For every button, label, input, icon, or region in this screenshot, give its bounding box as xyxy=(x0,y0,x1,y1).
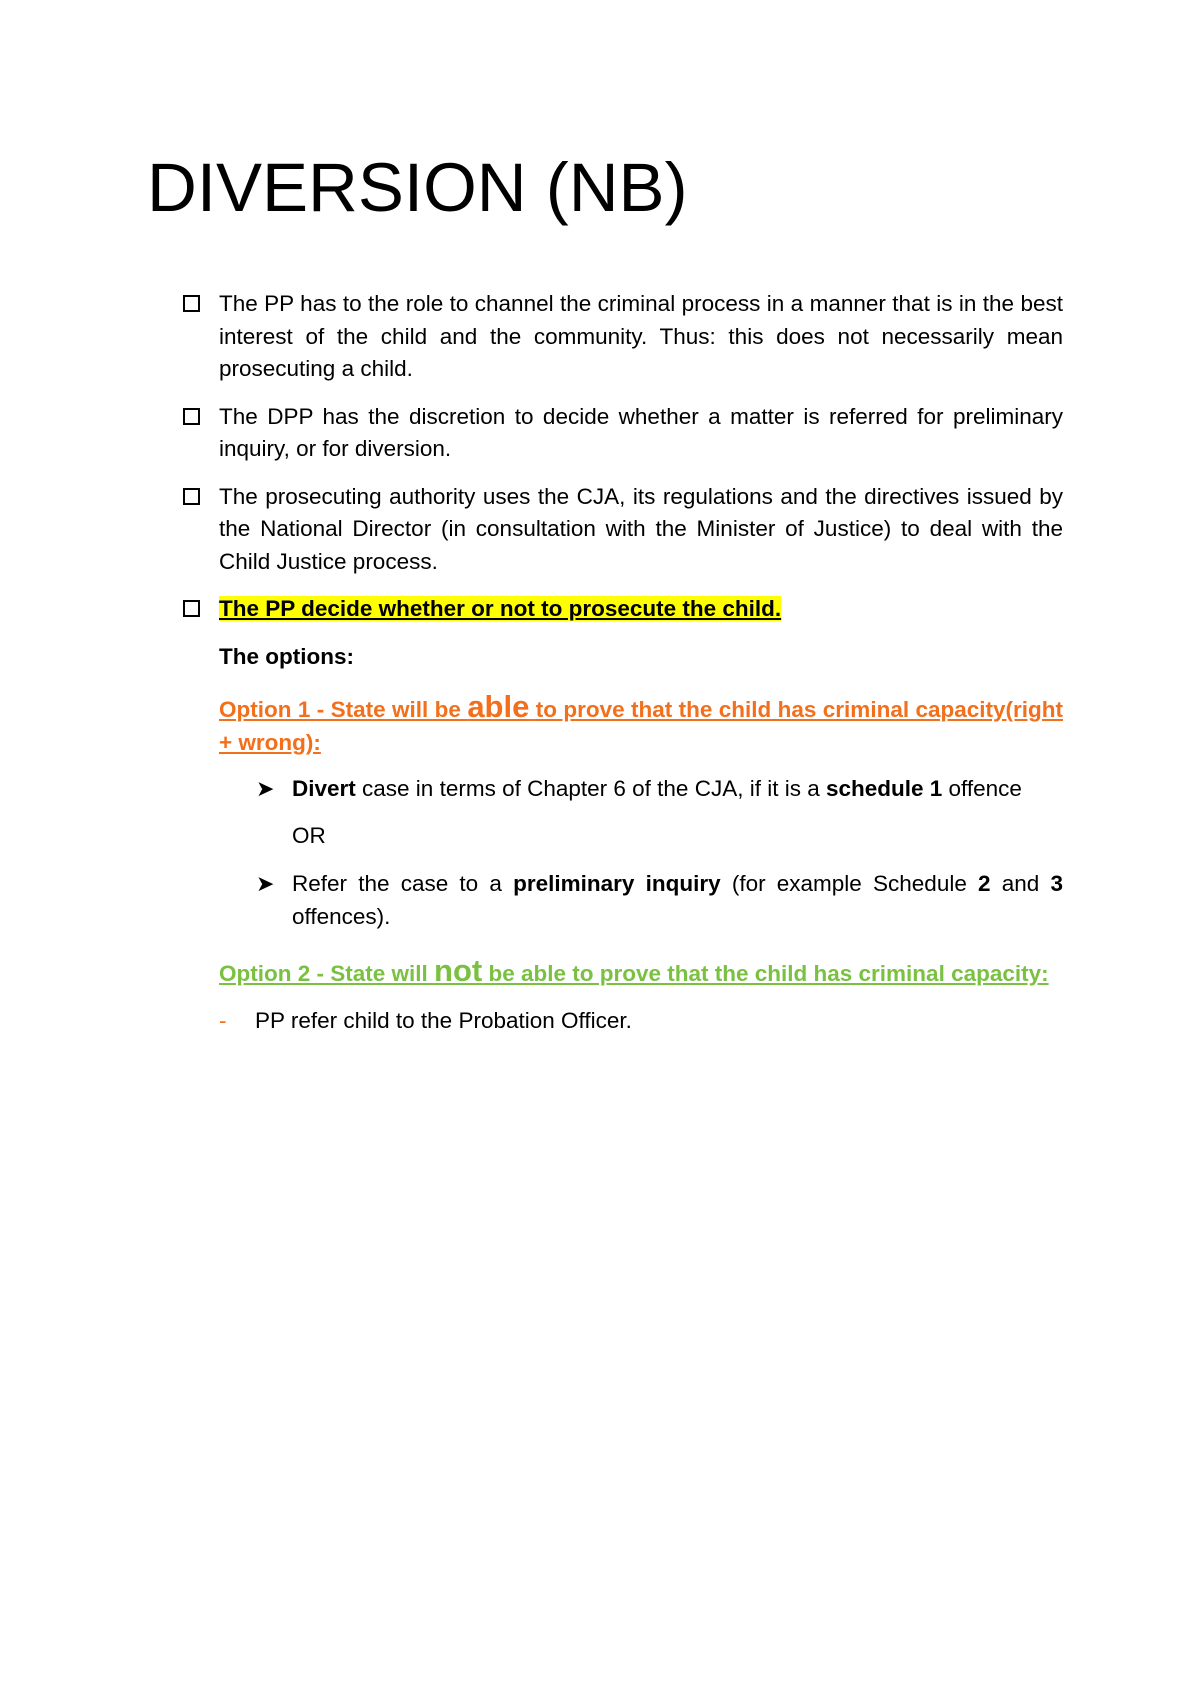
item-text: and xyxy=(990,871,1051,896)
option-2-prefix: Option 2 - State will xyxy=(219,961,435,986)
item-text: Refer the case to a xyxy=(292,871,514,896)
checkbox-icon xyxy=(183,488,200,505)
option-2-emphasis: not xyxy=(434,953,483,988)
option-2-suffix: be able to prove that the child has criminal capacity: xyxy=(482,961,1049,986)
highlighted-list-item xyxy=(183,593,1063,626)
bold-text: preliminary inquiry xyxy=(513,871,721,896)
item-text: PP refer child to the Probation Officer. xyxy=(255,1007,632,1033)
list-item xyxy=(183,401,1063,466)
option-1-prefix: Option 1 - State will be xyxy=(219,697,468,722)
option-1-heading xyxy=(219,691,1063,759)
option-1-item-divert xyxy=(256,773,1063,806)
or-separator: OR xyxy=(292,822,326,848)
arrow-bullet-icon: ➤ xyxy=(256,871,275,896)
option-1-item-refer xyxy=(256,868,1064,933)
option-1-suffix: to prove that the child has criminal capacity(right + wrong): xyxy=(219,697,1063,755)
list-item-text: The PP has to the role to channel the criminal process in a manner that is in the best interest of the child and the community. Thus: this does not necessarily mean prosecuting a child. xyxy=(219,291,1063,381)
item-text: case in terms of Chapter 6 of the CJA, if it is a xyxy=(355,776,826,801)
bold-text: Divert xyxy=(292,776,356,801)
checkbox-icon xyxy=(183,408,200,425)
option-2-item xyxy=(219,1005,1063,1038)
dash-bullet-icon: - xyxy=(219,1007,227,1033)
options-heading: The options: xyxy=(219,643,354,669)
checkbox-icon xyxy=(183,295,200,312)
item-text: (for example Schedule xyxy=(720,871,979,896)
item-text: offences). xyxy=(292,903,391,929)
list-item-text: The DPP has the discretion to decide whether a matter is referred for preliminary inquiry, or for diversion. xyxy=(219,403,1063,461)
bold-text: schedule 1 xyxy=(825,776,943,801)
bold-text: 2 xyxy=(978,871,991,896)
option-1-emphasis: able xyxy=(467,689,530,724)
list-item xyxy=(183,288,1063,386)
page-title: DIVERSION (NB) xyxy=(147,149,688,226)
option-2-heading xyxy=(219,955,1063,991)
list-item xyxy=(183,481,1063,579)
list-item-text: The prosecuting authority uses the CJA, its regulations and the directives issued by the National Director (in consultation with the Minister of Justice) to deal with the Child Justice process. xyxy=(219,483,1063,574)
highlighted-text: The PP decide whether or not to prosecute the child. xyxy=(219,596,782,621)
arrow-bullet-icon: ➤ xyxy=(256,776,275,801)
checkbox-icon xyxy=(183,600,200,617)
bold-text: 3 xyxy=(1050,871,1064,896)
item-text: offence xyxy=(942,776,1022,801)
document-body xyxy=(183,288,1063,1037)
